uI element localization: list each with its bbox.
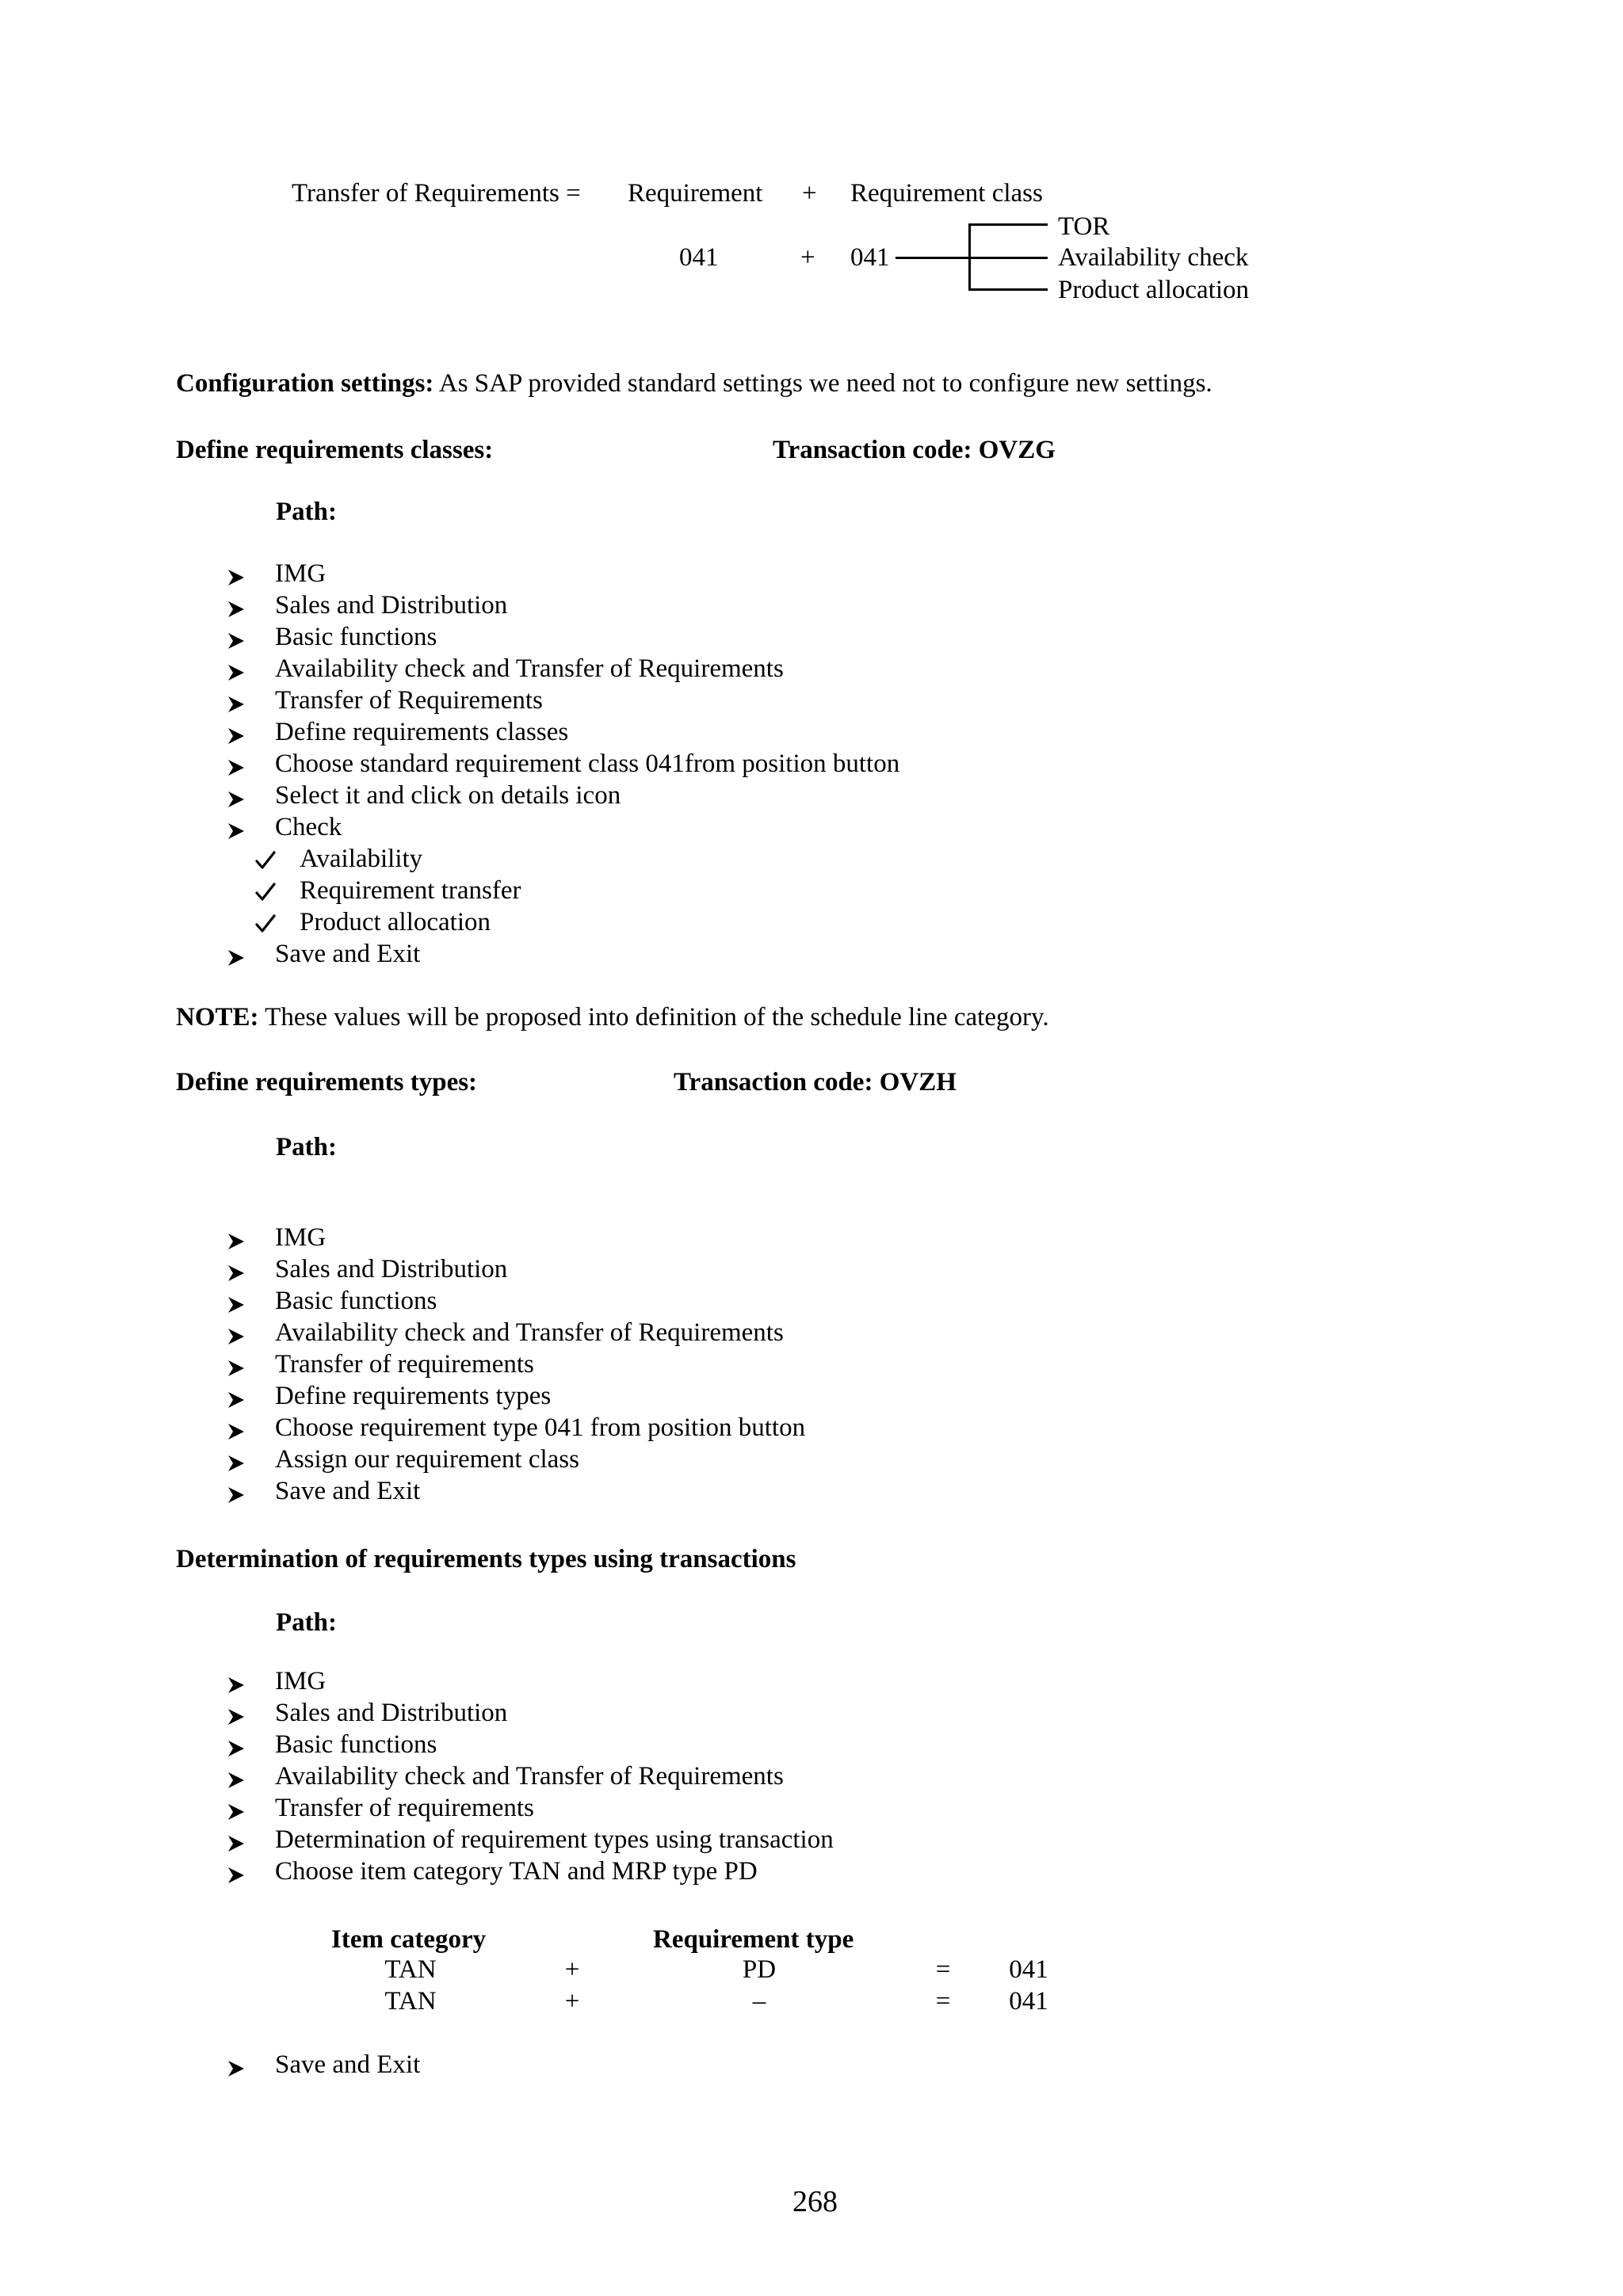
path-item: Assign our requirement class [275, 1445, 579, 1474]
path-item: Save and Exit [275, 1477, 421, 1505]
path-item: Transfer of requirements [275, 1794, 534, 1822]
bullet-arrow-icon [227, 788, 245, 805]
bullet-arrow-icon [227, 2057, 245, 2074]
formula-num1: 041 [679, 243, 719, 272]
formula-requirement-class: Requirement class [850, 179, 1043, 208]
path-item: Availability check and Transfer of Requirements [275, 654, 784, 683]
path-item: Choose requirement type 041 from position button [275, 1413, 806, 1442]
path-item: Choose standard requirement class 041from position button [275, 749, 900, 778]
path-item: IMG [275, 1223, 327, 1252]
config-text: As SAP provided standard settings we need not to configure new settings. [433, 369, 1212, 398]
check-item: Requirement transfer [300, 876, 521, 905]
formula-requirement: Requirement [628, 179, 763, 208]
path-item: IMG [275, 1667, 327, 1695]
bracket-top [968, 223, 1048, 226]
section2-path-label: Path: [276, 1133, 337, 1161]
bullet-arrow-icon [227, 1293, 245, 1310]
section3-path-label: Path: [276, 1608, 337, 1637]
checkmark-icon [255, 881, 276, 900]
path-item: Basic functions [275, 1287, 437, 1315]
path-item: Define requirements types [275, 1382, 552, 1410]
formula-plus: + [802, 179, 817, 208]
section3-title: Determination of requirements types using transactions [176, 1545, 796, 1573]
bullet-arrow-icon [227, 1261, 245, 1279]
bullet-arrow-icon [227, 756, 245, 773]
section2-tcode: Transaction code: OVZH [674, 1068, 957, 1097]
formula-plus2: + [800, 243, 815, 272]
bullet-arrow-icon [227, 1863, 245, 1881]
bullet-arrow-icon [227, 1737, 245, 1754]
row-item-category: TAN [384, 1987, 437, 2016]
note-label: NOTE: [176, 1003, 259, 1032]
row-equals: = [935, 1987, 951, 2016]
bullet-arrow-icon [227, 724, 245, 742]
section1-title: Define requirements classes: [176, 436, 494, 464]
row-result: 041 [1009, 1987, 1048, 2016]
row-plus: + [564, 1987, 580, 2016]
check-item: Availability [300, 845, 423, 873]
bullet-arrow-icon [227, 1325, 245, 1342]
page-number: 268 [792, 2185, 838, 2218]
bullet-arrow-icon [227, 1230, 245, 1247]
note-text: These values will be proposed into definition of the schedule line category. [258, 1003, 1049, 1032]
bullet-arrow-icon [227, 1705, 245, 1722]
section2-title: Define requirements types: [176, 1068, 478, 1097]
row-plus: + [564, 1955, 580, 1984]
bullet-arrow-icon [227, 597, 245, 615]
branch-product-allocation: Product allocation [1058, 276, 1250, 304]
branch-availability: Availability check [1058, 243, 1249, 272]
bullet-arrow-icon [227, 1356, 245, 1374]
path-item: Sales and Distribution [275, 1255, 508, 1283]
path-item: Define requirements classes [275, 718, 569, 746]
bracket-middle [968, 257, 1048, 259]
branch-tor: TOR [1058, 212, 1110, 241]
table-header-requirement-type: Requirement type [653, 1925, 854, 1954]
path-item: Transfer of Requirements [275, 686, 543, 715]
bullet-arrow-icon [227, 661, 245, 678]
bullet-arrow-icon [227, 946, 245, 963]
bullet-arrow-icon [227, 1420, 245, 1437]
bracket-bottom [968, 288, 1048, 291]
bullet-arrow-icon [227, 1388, 245, 1405]
section1-tcode: Transaction code: OVZG [773, 436, 1056, 464]
path-item: Sales and Distribution [275, 591, 508, 620]
connector-line [896, 257, 968, 259]
path-item: Check [275, 813, 342, 841]
bullet-arrow-icon [227, 629, 245, 646]
note-line [176, 1005, 1049, 1031]
path-item: Basic functions [275, 623, 437, 651]
path-item: IMG [275, 559, 327, 588]
bullet-arrow-icon [227, 1832, 245, 1849]
bullet-arrow-icon [227, 1800, 245, 1817]
checkmark-icon [255, 849, 276, 868]
formula-label: Transfer of Requirements = [292, 179, 581, 208]
row-result: 041 [1009, 1955, 1048, 1984]
config-label: Configuration settings: [176, 369, 434, 398]
bullet-arrow-icon [227, 566, 245, 583]
path-item: Save and Exit [275, 940, 421, 968]
path-item: Availability check and Transfer of Requirements [275, 1762, 784, 1791]
formula-num2: 041 [850, 243, 890, 272]
path-item: Save and Exit [275, 2050, 421, 2079]
path-item: Determination of requirement types using transaction [275, 1825, 834, 1854]
table-header-item-category: Item category [331, 1925, 487, 1954]
bullet-arrow-icon [227, 1483, 245, 1501]
path-item: Sales and Distribution [275, 1699, 508, 1727]
row-requirement-type: PD [742, 1955, 777, 1984]
path-item: Choose item category TAN and MRP type PD [275, 1857, 758, 1886]
bullet-arrow-icon [227, 692, 245, 710]
section1-path-label: Path: [276, 498, 337, 526]
bullet-arrow-icon [227, 819, 245, 837]
path-item: Select it and click on details icon [275, 781, 621, 810]
path-item: Basic functions [275, 1730, 437, 1759]
bullet-arrow-icon [227, 1451, 245, 1469]
path-item: Availability check and Transfer of Requirements [275, 1318, 784, 1347]
row-item-category: TAN [384, 1955, 437, 1984]
row-requirement-type: – [752, 1987, 766, 2016]
row-equals: = [935, 1955, 951, 1984]
check-item: Product allocation [300, 908, 491, 936]
bullet-arrow-icon [227, 1673, 245, 1691]
path-item: Transfer of requirements [275, 1350, 534, 1379]
checkmark-icon [255, 913, 276, 932]
config-line [176, 371, 1212, 397]
bullet-arrow-icon [227, 1768, 245, 1786]
